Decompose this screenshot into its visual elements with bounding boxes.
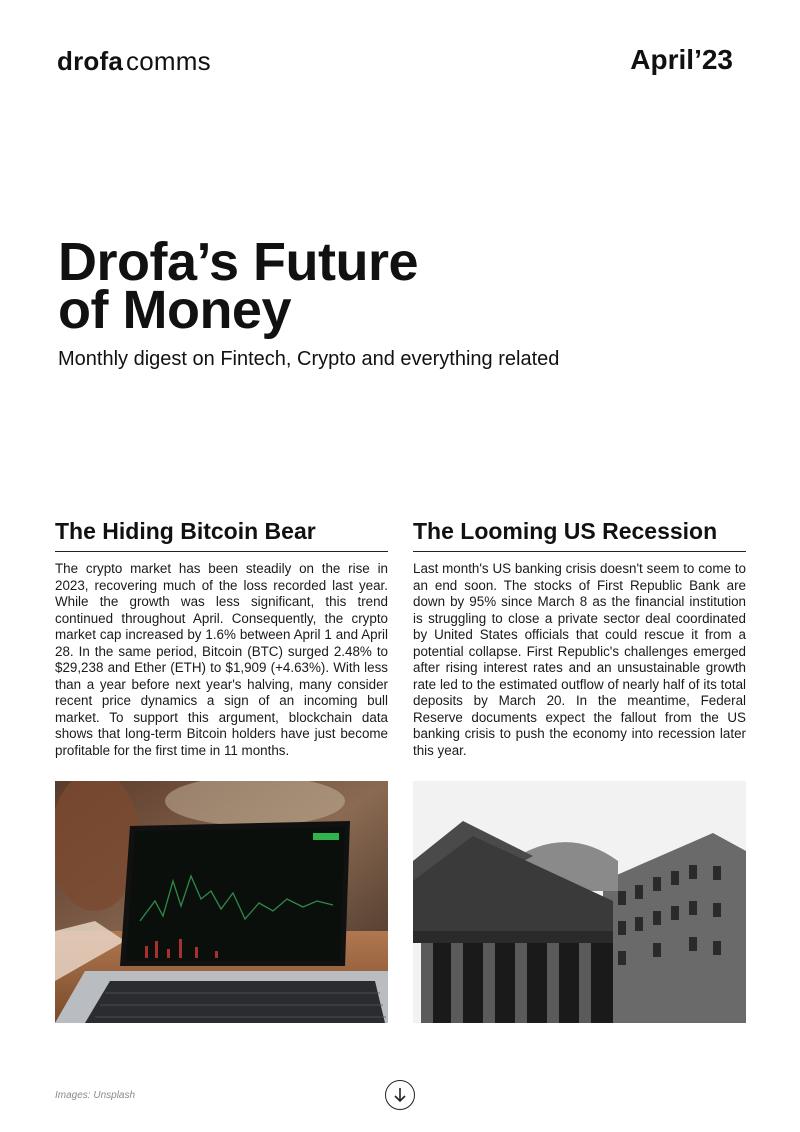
article-recession bbox=[413, 518, 746, 759]
bank-building-photo bbox=[413, 781, 746, 1023]
brand-logo bbox=[57, 46, 211, 77]
title-line-2: of Money bbox=[58, 280, 291, 340]
article-heading: The Hiding Bitcoin Bear bbox=[55, 518, 388, 552]
issue-date: April’23 bbox=[630, 44, 733, 75]
brand-name-bold: drofa bbox=[57, 46, 123, 76]
arrow-down-icon bbox=[386, 1081, 414, 1109]
scroll-down-button[interactable] bbox=[385, 1080, 415, 1110]
article-bitcoin bbox=[55, 518, 388, 759]
article-heading: The Looming US Recession bbox=[413, 518, 746, 552]
article-body: The crypto market has been steadily on the rise in 2023, recovering much of the loss recorded last year. While the growth was less significant, this trend continued throughout April. Consequently, the crypto market cap increased by 1.6% between April 1 and April 28. In the same period, Bitcoin (BTC) surged 2.48% to $29,238 and Ether (ETH) to $1,909 (+4.63%). With less than a year before next year's halving, many consider recent price dynamics a sign of an incoming bull market. To support this argument, blockchain data shows that long-term Bitcoin holders have just become profitable for the first time in 11 months. bbox=[55, 561, 388, 758]
laptop-chart-photo bbox=[55, 781, 388, 1023]
image-credit: Images: Unsplash bbox=[55, 1090, 136, 1101]
page-title bbox=[58, 232, 419, 340]
page-subtitle: Monthly digest on Fintech, Crypto and everything related bbox=[58, 348, 560, 370]
brand-name-light: comms bbox=[126, 46, 211, 76]
article-body: Last month's US banking crisis doesn't seem to come to an end soon. The stocks of First Republic Bank are down by 95% since March 8 as the financial institution is struggling to close a private sector deal coordinated by United States officials that could rescue it from a potential collapse. First Republic's challenges emerged after rising interest rates and an unsustainable growth rate led to the estimated outflow of nearly half of its total deposits by March 20. In the meantime, Federal Reserve documents expect the fallout from the US banking crisis to push the economy into recession later this year. bbox=[413, 561, 746, 758]
title-line-1: Drofa’s Future bbox=[58, 232, 419, 292]
